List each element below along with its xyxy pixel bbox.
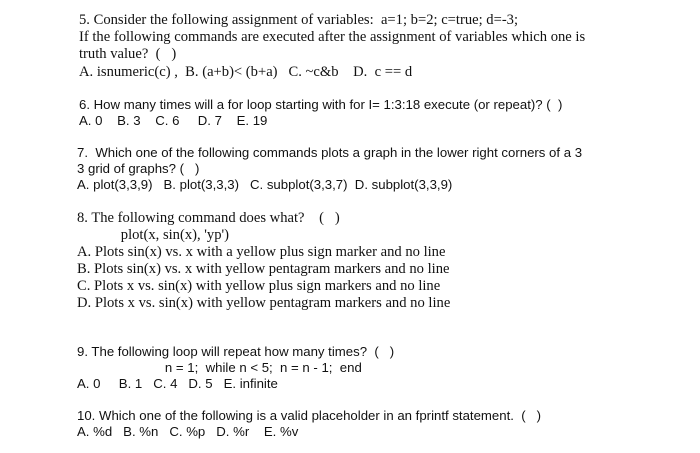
q5-stem: 5. Consider the following assignment of variables: a=1; b=2; c=true; d=-3;	[79, 12, 519, 28]
q8-option-b: B. Plots sin(x) vs. x with yellow pentagram markers and no line	[77, 261, 450, 277]
q6-options: A. 0 B. 3 C. 6 D. 7 E. 19	[79, 113, 268, 128]
q7-options: A. plot(3,3,9) B. plot(3,3,3) C. subplot(3,3,7) D. subplot(3,3,9)	[77, 177, 453, 192]
q8-option-c: C. Plots x vs. sin(x) with yellow plus sign markers and no line	[77, 278, 441, 294]
q10-options: A. %d B. %n C. %p D. %r E. %v	[77, 424, 299, 439]
q8-stem: 8. The following command does what? ( )	[77, 210, 340, 226]
q5-options: A. isnumeric(c) , B. (a+b)< (b+a) C. ~c&b D. c == d	[79, 64, 413, 80]
q5-stem-2: If the following commands are executed after the assignment of variables which one is	[79, 29, 586, 45]
q7-stem: 7. Which one of the following commands plots a graph in the lower right corners of a 3	[77, 145, 583, 160]
q8-option-a: A. Plots sin(x) vs. x with a yellow plus sign marker and no line	[77, 244, 446, 260]
q8-option-d: D. Plots x vs. sin(x) with yellow pentagram markers and no line	[77, 295, 451, 311]
q9-code: n = 1; while n < 5; n = n - 1; end	[77, 360, 362, 375]
q8-command: plot(x, sin(x), 'yp')	[77, 227, 229, 243]
q7-stem-2: 3 grid of graphs? ( )	[77, 161, 200, 176]
q9-options: A. 0 B. 1 C. 4 D. 5 E. infinite	[77, 376, 278, 391]
q5-stem-3: truth value? ( )	[79, 46, 177, 62]
q9-stem: 9. The following loop will repeat how many times? ( )	[77, 344, 395, 359]
q10-stem: 10. Which one of the following is a valid placeholder in an fprintf statement. ( )	[77, 408, 542, 423]
q6-stem: 6. How many times will a for loop starting with for I= 1:3:18 execute (or repeat)? ( )	[79, 97, 563, 112]
